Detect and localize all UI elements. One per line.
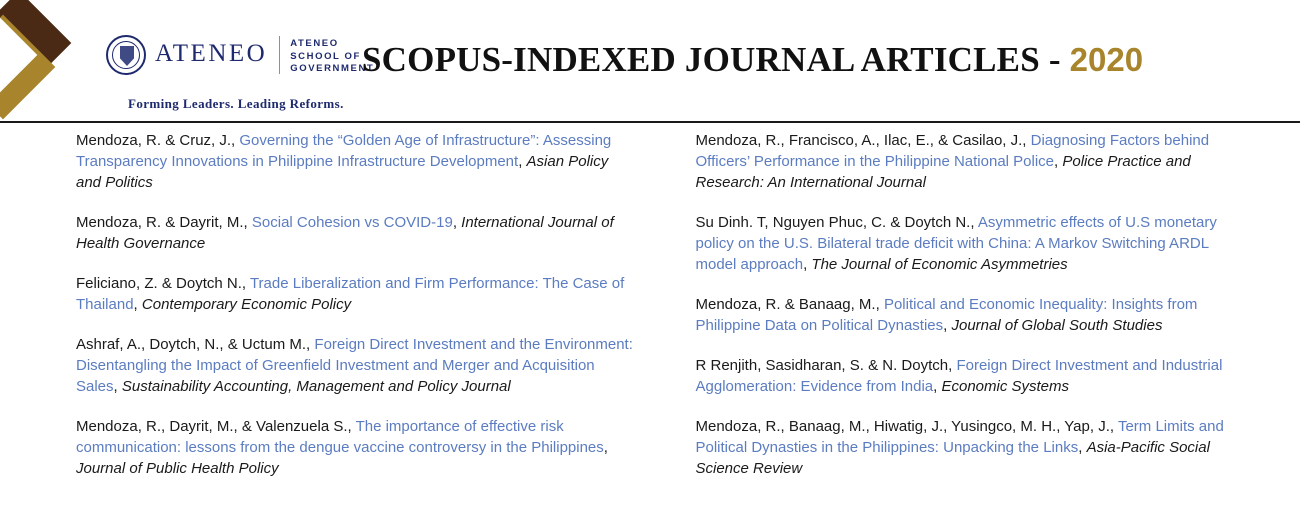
chevron-ribbon-decoration (0, 0, 96, 122)
school-line-2: SCHOOL OF (290, 50, 361, 62)
entry-separator: , (603, 439, 608, 456)
entry-title[interactable]: Social Cohesion vs COVID-19 (251, 214, 453, 231)
page-title-main: SCOPUS-INDEXED JOURNAL ARTICLES - (362, 40, 1070, 79)
entry-separator: , (943, 317, 952, 334)
logo-divider (279, 36, 280, 74)
entry-authors: Mendoza, R. & Dayrit, M., (76, 214, 252, 231)
entry-authors: Ashraf, A., Doytch, N., & Uctum M., (76, 336, 315, 353)
list-item (76, 212, 636, 254)
entry-title[interactable]: Term Limits and Political Dynasties in the Philippines: Unpacking the Links (695, 418, 1224, 456)
page-title (362, 40, 1143, 80)
logo-tagline: Forming Leaders. Leading Reforms. (128, 96, 344, 111)
entry-journal: Journal of Public Health Policy (76, 460, 279, 477)
entry-journal: Police Practice and Research: An International Journal (695, 153, 1191, 191)
entry-title[interactable]: Diagnosing Factors behind Officers’ Performance in the Philippine National Police (695, 132, 1210, 170)
page-header (0, 0, 1300, 122)
list-item (76, 416, 636, 479)
entry-authors: Su Dinh. T, Nguyen Phuc, C. & Doytch N., (695, 214, 978, 231)
entry-journal: Economic Systems (941, 378, 1070, 395)
entry-authors: Mendoza, R., Dayrit, M., & Valenzuela S., (76, 418, 356, 435)
entry-separator: , (518, 153, 527, 170)
entry-authors: Feliciano, Z. & Doytch N., (76, 275, 250, 292)
entry-journal: Asia-Pacific Social Science Review (695, 439, 1210, 477)
entry-title[interactable]: Trade Liberalization and Firm Performance: The Case of Thailand (76, 275, 625, 313)
entry-journal: International Journal of Health Governance (76, 214, 614, 252)
list-item (76, 334, 636, 397)
list-item (76, 130, 636, 193)
list-item (76, 273, 636, 315)
right-column (696, 130, 1300, 498)
left-column (76, 130, 681, 498)
entry-separator: , (933, 378, 942, 395)
entry-journal: Journal of Global South Studies (951, 317, 1163, 334)
entry-title[interactable]: Foreign Direct Investment and Industrial Agglomeration: Evidence from India (695, 357, 1223, 395)
ateneo-seal-icon (106, 35, 146, 75)
school-line-1: ATENEO (290, 38, 339, 49)
entry-authors: R Renjith, Sasidharan, S. & N. Doytch, (695, 357, 957, 374)
entry-separator: , (1054, 153, 1063, 170)
list-item (696, 130, 1248, 193)
entry-authors: Mendoza, R., Francisco, A., Ilac, E., & Casilao, J., (695, 132, 1031, 149)
ateneo-wordmark: ATENEO (155, 40, 268, 67)
entry-title[interactable]: Political and Economic Inequality: Insights from Philippine Data on Political Dynasties (695, 296, 1198, 334)
entry-separator: , (133, 296, 142, 313)
article-columns (0, 130, 1300, 498)
entry-journal: The Journal of Economic Asymmetries (811, 256, 1068, 273)
entry-separator: , (452, 214, 462, 231)
header-divider-rule (0, 121, 1300, 123)
ateneo-logo-block (106, 34, 374, 76)
entry-title[interactable]: The importance of effective risk communication: lessons from the dengue vaccine controversy in the Philippines (76, 418, 604, 456)
list-item (696, 212, 1248, 275)
entry-title[interactable]: Foreign Direct Investment and the Environment: Disentangling the Impact of Greenfield Investment and Merger and Acquisition Sales (76, 336, 633, 395)
entry-authors: Mendoza, R., Banaag, M., Hiwatig, J., Yusingco, M. H., Yap, J., (695, 418, 1118, 435)
entry-journal: Contemporary Economic Policy (141, 296, 352, 313)
school-line-3: GOVERNMENT (290, 63, 375, 74)
entry-title[interactable]: Governing the “Golden Age of Infrastructure”: Assessing Transparency Innovations in Philippine Infrastructure Development (76, 132, 612, 170)
entry-separator: , (803, 256, 812, 273)
entry-journal: Sustainability Accounting, Management and Policy Journal (121, 378, 511, 395)
entry-title[interactable]: Asymmetric effects of U.S monetary policy on the U.S. Bilateral trade deficit with China: A Markov Switching ARDL model approach (695, 214, 1217, 273)
list-item (696, 294, 1248, 336)
entry-authors: Mendoza, R. & Banaag, M., (695, 296, 884, 313)
list-item (696, 416, 1248, 479)
list-item (696, 355, 1248, 397)
page-title-year: 2020 (1069, 41, 1144, 78)
entry-journal: Asian Policy and Politics (76, 153, 609, 191)
entry-authors: Mendoza, R. & Cruz, J., (76, 132, 240, 149)
entry-separator: , (113, 378, 122, 395)
entry-separator: , (1078, 439, 1087, 456)
